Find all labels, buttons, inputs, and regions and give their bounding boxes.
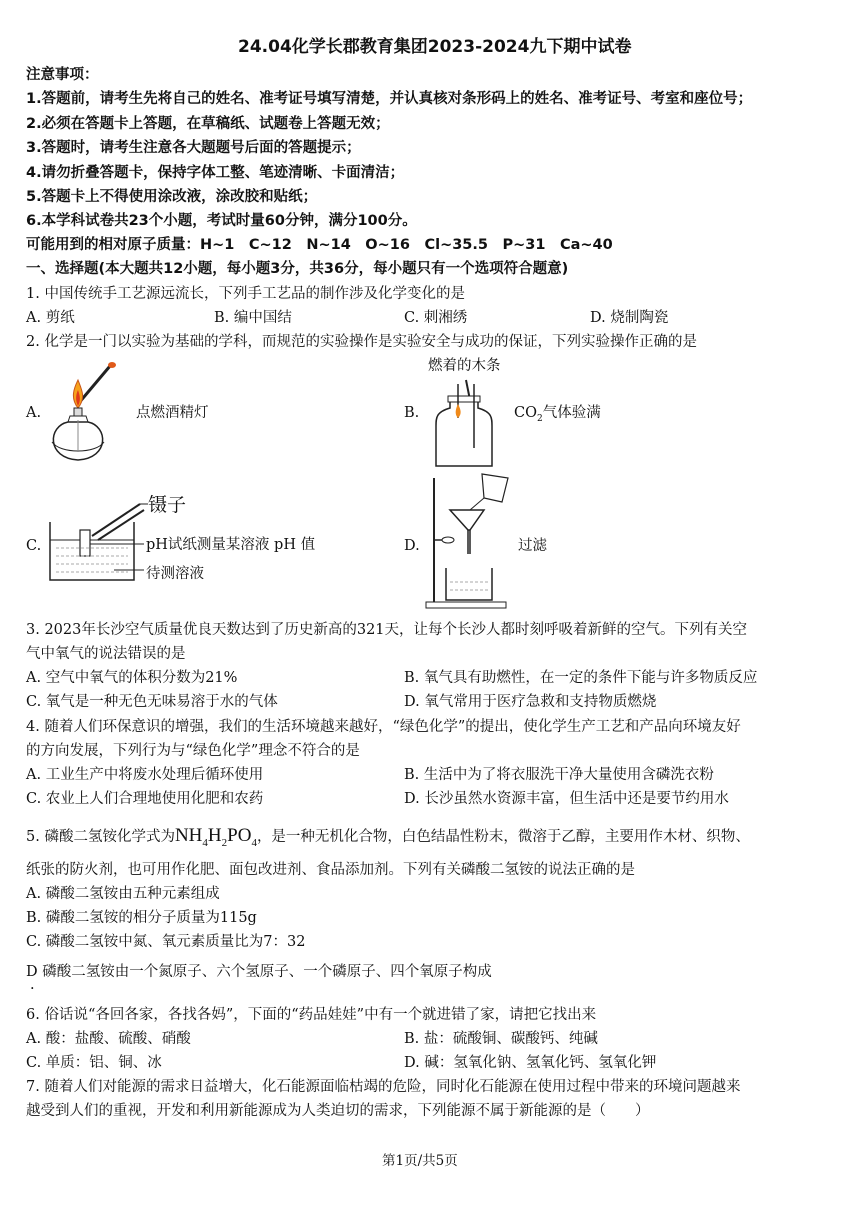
beaker-ph-illustration bbox=[44, 494, 154, 586]
formula-subscript: 4 bbox=[251, 836, 257, 849]
question-3-option-b: B. 氧气具有助燃性，在一定的条件下能与许多物质反应 bbox=[404, 670, 758, 686]
co2-text: CO bbox=[514, 405, 537, 421]
stray-dot: · bbox=[30, 981, 35, 997]
question-6-stem: 6. 俗话说“各回各家，各找各妈”，下面的“药品娃娃”中有一个就进错了家，请把它找出来 bbox=[26, 1007, 597, 1023]
question-3-stem-line2: 气中氧气的说法错误的是 bbox=[26, 646, 186, 662]
co2-subscript: 2 bbox=[536, 413, 543, 424]
question-2-option-b-top-label: 燃着的木条 bbox=[428, 358, 501, 374]
question-6-option-d: D. 碱：氢氧化钠、氢氧化钙、氢氧化钾 bbox=[404, 1055, 657, 1071]
question-4-stem-line1: 4. 随着人们环保意识的增强，我们的生活环境越来越好，“绿色化学”的提出，使化学生产工艺和产品向环境友好 bbox=[26, 719, 741, 735]
question-2-option-b-label bbox=[514, 404, 601, 428]
tweezers-label: 镊子 bbox=[148, 494, 187, 516]
formula-subscript: 4 bbox=[202, 836, 208, 849]
question-2-option-a-label: 点燃酒精灯 bbox=[136, 405, 209, 421]
test-solution-label: 待测溶液 bbox=[146, 566, 204, 582]
question-5-option-d: D 磷酸二氢铵由一个氮原子、六个氢原子、一个磷原子、四个氧原子构成 bbox=[26, 964, 492, 980]
chemical-formula bbox=[174, 825, 257, 849]
question-5-stem-line2: 纸张的防火剂，也可用作化肥、面包改进剂、食品添加剂。下列有关磷酸二氢铵的说法正确的是 bbox=[26, 862, 635, 878]
question-1-option-b: B. 编中国结 bbox=[214, 310, 292, 326]
question-2-option-b-letter: B. bbox=[404, 405, 420, 421]
formula-part: NH bbox=[174, 825, 203, 846]
notes-item: 2.必须在答题卡上答题，在草稿纸、试题卷上答题无效； bbox=[26, 116, 390, 132]
notes-item: 6.本学科试卷共23个小题，考试时量60分钟，满分100分。 bbox=[26, 213, 417, 229]
question-7-stem-line1: 7. 随着人们对能源的需求日益增大，化石能源面临枯竭的危险，同时化石能源在使用过程中带来的环境问题越来 bbox=[26, 1079, 741, 1095]
exam-title: 24.04化学长郡教育集团2023-2024九下期中试卷 bbox=[238, 37, 632, 57]
alcohol-lamp-illustration bbox=[40, 360, 120, 470]
question-1-option-d: D. 烧制陶瓷 bbox=[590, 310, 669, 326]
question-1-option-a: A. 剪纸 bbox=[26, 310, 75, 326]
question-5-option-c: C. 磷酸二氢铵中氮、氧元素质量比为7：32 bbox=[26, 934, 306, 950]
question-5-option-a: A. 磷酸二氢铵由五种元素组成 bbox=[26, 886, 220, 902]
formula-subscript: 2 bbox=[221, 836, 228, 849]
co2-label-text: 气体验满 bbox=[542, 405, 601, 421]
question-7-stem-line2: 越受到人们的重视，开发和利用新能源成为人类迫切的需求，下列能源不属于新能源的是（ ） bbox=[26, 1103, 650, 1119]
question-2-option-a-letter: A. bbox=[26, 405, 42, 421]
question-5-option-b: B. 磷酸二氢铵的相分子质量为115g bbox=[26, 910, 257, 926]
ph-paper-label: pH试纸测量某溶液 pH 值 bbox=[146, 537, 316, 553]
gas-bottle-illustration bbox=[430, 378, 500, 470]
question-4-option-d: D. 长沙虽然水资源丰富，但生活中还是要节约用水 bbox=[404, 791, 729, 807]
question-2-option-c-letter: C. bbox=[26, 538, 42, 554]
question-3-option-d: D. 氧气常用于医疗急救和支持物质燃烧 bbox=[404, 694, 657, 710]
question-6-option-c: C. 单质：铝、铜、冰 bbox=[26, 1055, 162, 1071]
question-4-stem-line2: 的方向发展，下列行为与“绿色化学”理念不符合的是 bbox=[26, 743, 360, 759]
question-3-option-a: A. 空气中氧气的体积分数为21% bbox=[26, 670, 238, 686]
notes-item: 3.答题时，请考生注意各大题题号后面的答题提示； bbox=[26, 140, 361, 156]
question-5-stem-pre: 5. 磷酸二氢铵化学式为 bbox=[26, 829, 175, 845]
question-3-option-c: C. 氧气是一种无色无味易溶于水的气体 bbox=[26, 694, 278, 710]
question-2-stem: 2. 化学是一门以实验为基础的学科，而规范的实验操作是实验安全与成功的保证，下列实验操作正确的是 bbox=[26, 334, 697, 350]
question-4-option-a: A. 工业生产中将废水处理后循环使用 bbox=[26, 767, 264, 783]
page-footer: 第1页/共5页 bbox=[382, 1153, 458, 1169]
formula-part: PO bbox=[227, 825, 252, 846]
notes-item: 5.答题卡上不得使用涂改液，涂改胶和贴纸； bbox=[26, 189, 318, 205]
question-5-stem-line1 bbox=[26, 827, 750, 852]
notes-item: 4.请勿折叠答题卡，保持字体工整、笔迹清晰、卡面清洁； bbox=[26, 165, 405, 181]
question-1-stem: 1. 中国传统手工艺源远流长，下列手工艺品的制作涉及化学变化的是 bbox=[26, 286, 465, 302]
notes-item: 1.答题前，请考生先将自己的姓名、准考证号填写清楚，并认真核对条形码上的姓名、准考证号、考室和座位号； bbox=[26, 91, 753, 107]
question-2-option-d-label: 过滤 bbox=[518, 538, 547, 554]
question-4-option-b: B. 生活中为了将衣服洗干净大量使用含磷洗衣粉 bbox=[404, 767, 714, 783]
formula-part: H bbox=[207, 825, 222, 846]
question-5-stem-post: ，是一种无机化合物，白色结晶性粉末，微溶于乙醇，主要用作木材、织物、 bbox=[256, 829, 750, 845]
notes-heading: 注意事项： bbox=[26, 67, 99, 83]
question-6-option-a: A. 酸：盐酸、硫酸、硝酸 bbox=[26, 1031, 191, 1047]
question-6-option-b: B. 盐：硫酸铜、碳酸钙、纯碱 bbox=[404, 1031, 598, 1047]
question-3-stem-line1: 3. 2023年长沙空气质量优良天数达到了历史新高的321天，让每个长沙人都时刻呼吸着新鲜的空气。下列有关空 bbox=[26, 622, 748, 638]
question-4-option-c: C. 农业上人们合理地使用化肥和农药 bbox=[26, 791, 264, 807]
atomic-masses: 可能用到的相对原子质量：H~1 C~12 N~14 O~16 Cl~35.5 P~31 Ca~40 bbox=[26, 237, 613, 253]
section-heading: 一、选择题(本大题共12小题，每小题3分，共36分，每小题只有一个选项符合题意) bbox=[26, 261, 569, 277]
question-1-option-c: C. 刺湘绣 bbox=[404, 310, 468, 326]
filtration-illustration bbox=[422, 470, 514, 610]
question-2-option-d-letter: D. bbox=[404, 538, 420, 554]
